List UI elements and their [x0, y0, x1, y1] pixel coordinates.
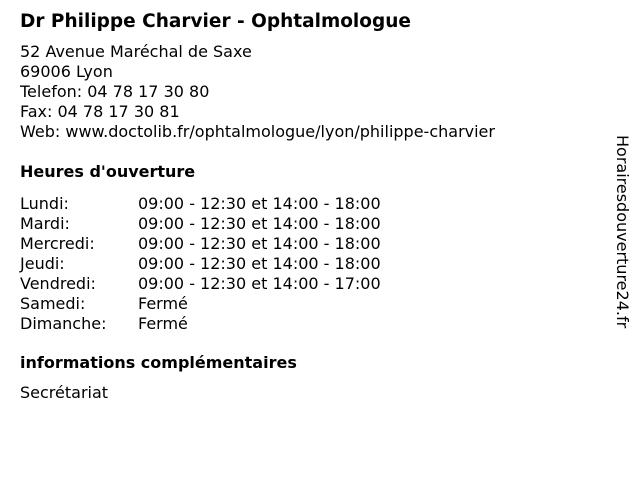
time-range: 09:00 - 12:30 et 14:00 - 17:00 [138, 274, 381, 293]
day-label: Mardi: [20, 214, 70, 233]
page-title: Dr Philippe Charvier - Ophtalmologue [20, 11, 411, 32]
hours-row-wednesday [20, 234, 600, 254]
time-range: 09:00 - 12:30 et 14:00 - 18:00 [138, 214, 381, 233]
address-street: 52 Avenue Maréchal de Saxe [20, 42, 252, 61]
time-range: Fermé [138, 314, 188, 333]
phone-number: Telefon: 04 78 17 30 80 [20, 82, 210, 101]
time-range: 09:00 - 12:30 et 14:00 - 18:00 [138, 194, 381, 213]
address-city: 69006 Lyon [20, 62, 113, 81]
contact-block [20, 42, 600, 142]
time-range: 09:00 - 12:30 et 14:00 - 18:00 [138, 254, 381, 273]
hours-row-sunday [20, 314, 600, 334]
day-label: Jeudi: [20, 254, 65, 273]
hours-row-friday [20, 274, 600, 294]
time-range: Fermé [138, 294, 188, 313]
day-label: Dimanche: [20, 314, 107, 333]
additional-info-heading: informations complémentaires [20, 353, 297, 372]
hours-row-saturday [20, 294, 600, 314]
fax-number: Fax: 04 78 17 30 81 [20, 102, 180, 121]
day-label: Samedi: [20, 294, 86, 313]
brand-text: Horairesdouverture24.fr [613, 135, 632, 329]
day-label: Mercredi: [20, 234, 95, 253]
day-label: Vendredi: [20, 274, 96, 293]
opening-hours-heading: Heures d'ouverture [20, 162, 196, 181]
brand-watermark [610, 135, 634, 370]
hours-row-monday [20, 194, 600, 214]
day-label: Lundi: [20, 194, 69, 213]
hours-row-tuesday [20, 214, 600, 234]
additional-info-text: Secrétariat [20, 383, 109, 402]
hours-row-thursday [20, 254, 600, 274]
time-range: 09:00 - 12:30 et 14:00 - 18:00 [138, 234, 381, 253]
opening-hours-table [20, 194, 600, 334]
practice-card [20, 10, 600, 403]
website-link: Web: www.doctolib.fr/ophtalmologue/lyon/philippe-charvier [20, 122, 495, 141]
